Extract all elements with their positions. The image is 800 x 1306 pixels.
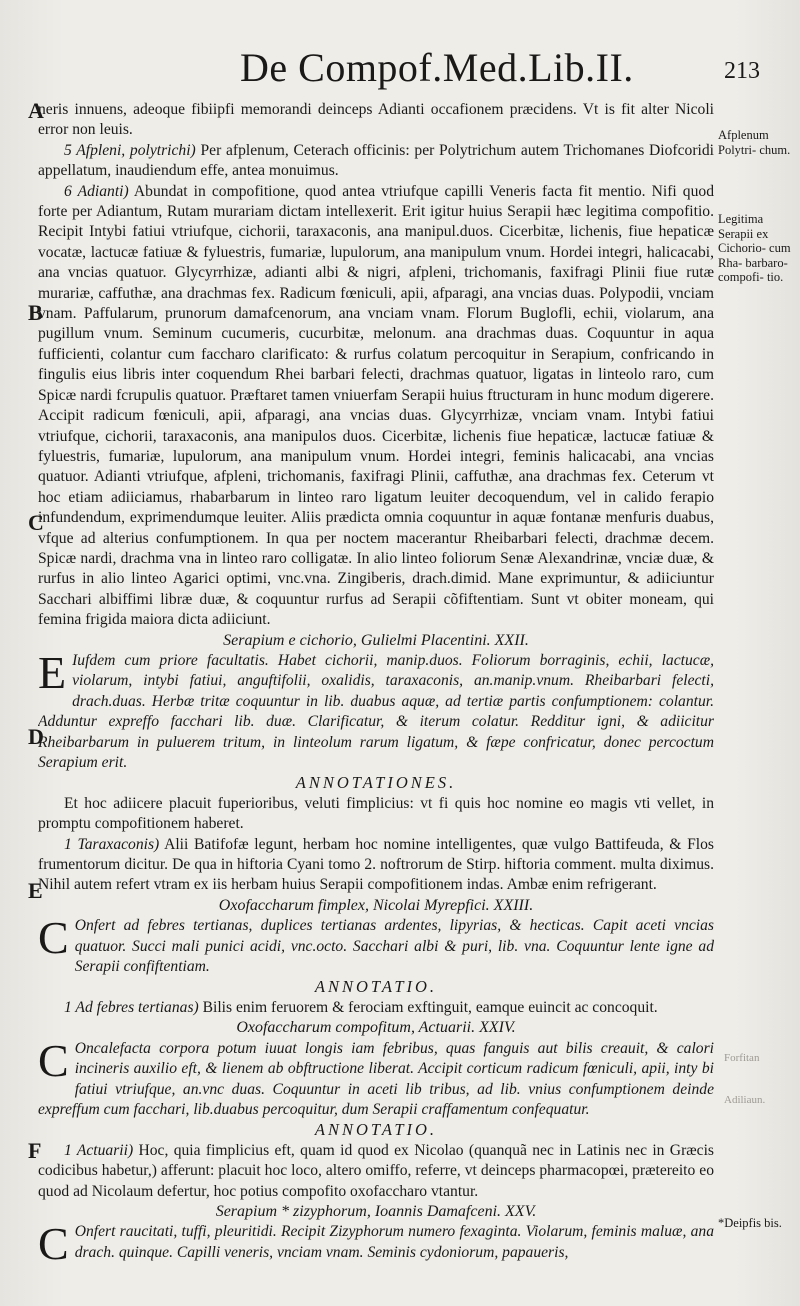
note-label: 6 Adianti) bbox=[64, 182, 129, 200]
drop-initial: E bbox=[38, 646, 67, 698]
note-actuarii bbox=[38, 1141, 714, 1202]
side-note-asplenum: Afplenum Polytri- chum. bbox=[718, 128, 791, 157]
margin-letter-f: F bbox=[28, 1138, 42, 1163]
note-label: 1 Ad febres tertianas) bbox=[64, 998, 199, 1016]
section-title-xxv: Serapium * zizyphorum, Ioannis Damafceni. XXV. bbox=[215, 1202, 537, 1220]
section-title-xxiii: Oxofaccharum fimplex, Nicolai Myrepfici. XXIII. bbox=[218, 896, 534, 914]
faded-note-forsitan: Forfitan bbox=[724, 1052, 760, 1064]
note-asplenum bbox=[38, 141, 714, 182]
recipe-text: Iufdem cum priore facultatis. Habet cichorii, manip.duos. Foliorum borraginis, echii, lactucæ, violarum, intybi fatiui, anguftifolii, oxalidis, taraxaconis, an.manip.vnum. Rheibarbari felecti, drach.duas. Herbæ tritæ coquuntur in lib. duabus aquæ, ad tertiæ partis confumptionem: colantur. Adduntur expreffo facchari lib. duæ. Clarificatur, & iterum colatur. Redditur igni, & adiicitur Rheibarbarum in puluerem tritum, in linteolum rarum ligatum, & fæpe confricatur, donec percoctum Serapium erit. bbox=[38, 651, 714, 771]
annotationes-text: Et hoc adiicere placuit fuperioribus, veluti fimplicius: vt fi quis hoc nomine eo magis vti vellet, in promptu compofitionem haberet. bbox=[38, 794, 714, 833]
note-text: Abundat in compofitione, quod antea vtriufque capilli Veneris facta fit mentio. Nifi quod forte per Adiantum, Rutam murariam dictam intellexerit. Erit igitur huius Serapii hæc legitima compofitio. Recipit Intybi fatiui vtriufque, cichorii, taraxaconis, ana manipul.duos. Cicerbitæ, lichenis, fiue hepaticæ vocatæ, lactucæ fatiuæ & fyluestris, fumariæ, lupulorum, ana manipulum vnum. Hordei integri, halicacabi, ana vncias quatuor. Glycyrrhizæ, adianti albi & nigri, afpleni, trichomanis, faxifragi Plinii fiue rutæ murariæ, caffuthæ, ana drachmas fex. Radicum fœniculi, apii, afparagi, ana vncias duas. Polypodii, vnciam vnam. Paffularum, prunorum damafcenorum, ana vnciam vnam. Florum Buglofli, echii, violarum, ana pugillum vnum. Seminum cucumeris, cucurbitæ, melonum. ana drachmas duas. Coquuntur in aqua fufficienti, colantur cum faccharo clarificato: & rurfus colatum percoquitur in Serapium, confricando in fingulis eius libris inter coquendum Rhei barbari felecti, drachmas quatuor, ligatas in linteolo raro, cum Spicæ nardi fcrupulis quatuor. Præftaret tamen vniuerfam Serapii huius ftructuram in hunc modum digerere. Accipit radicum fœniculi, apii, afparagi, ana vncias duas. Glycyrrhizæ, vnciam vnam. Intybi fatiui vtriufque, cichorii, taraxaconis, ana manipulos duos. Cicerbitæ, lichenis fiue hepaticæ, lactucæ fatiuæ & fyluestris, fumariæ, lupulorum, ana manipulum vnum. Hordei integri, feminis halicacabi, ana vncias quatuor. Adianti vtriufque, afpleni, trichomanis, faxifragi Plinii, caffuthæ, ana drachmas fex. Ceterum vt hoc etiam adiiciamus, rhabarbarum in linteo raro ligatum leuiter decoquendum, vel in calido ferapio infundendum, exprimendumque leuiter. Aliis prædicta omnia coquuntur in aquæ fontanæ menfuris duabus, vfque ad alterius confumptionem. In qua per noctem macerantur Rheibarbari felecti, drachmæ decem. Spicæ nardi, drachma vna in linteo raro colligatæ. In alio linteo foliorum Senæ Alexandrinæ, vnciæ duæ, & rurfus in alio linteo Agarici optimi, vnc.vna. Zingiberis, drach.dimid. Mane exprimuntur, & adiiciuntur Sacchari albiffimi libræ duæ, & coquuntur rurfus ad Serapii cõfiftentiam. Sunt vt obiter moneam, qui femina frigida maiora dicta adiiciunt. bbox=[38, 182, 714, 629]
note-taraxaconis bbox=[38, 835, 714, 896]
bleed-through-text bbox=[300, 8, 680, 38]
note-febres bbox=[38, 998, 714, 1018]
side-note-deipsis: *Deipfis bis. bbox=[718, 1216, 782, 1230]
page-header bbox=[240, 44, 760, 94]
margin-letter-b: B bbox=[28, 300, 43, 325]
recipe-xxiv bbox=[38, 1034, 714, 1121]
margin-letter-a: A bbox=[28, 98, 44, 123]
annotatio-heading-2: ANNOTATIO. bbox=[314, 1120, 438, 1140]
section-title-xxii: Serapium e cichorio, Gulielmi Placentini. XXII. bbox=[223, 631, 529, 649]
section-title-xxiv: Oxofaccharum compofitum, Actuarii. XXIV. bbox=[236, 1019, 516, 1037]
annotatio-heading: ANNOTATIO. bbox=[314, 977, 438, 997]
drop-initial: C bbox=[38, 912, 69, 964]
recipe-text: Onfert ad febres tertianas, duplices tertianas ardentes, lipyrias, & hecticas. Capit aceti vncias quatuor. Succi mali punici acidi, vnc.octo. Sacchari albi & puri, lib. vna. Coquuntur lente igne ad Serapii confiftentiam. bbox=[74, 917, 714, 976]
annotationes-heading: ANNOTATIONES. bbox=[295, 773, 457, 793]
note-text: Per afplenum, Ceterach officinis: per Polytrichum autem Trichomanes Diofcoridi appellatum, inaudiendum effe, antea monuimus. bbox=[38, 141, 714, 180]
page-body bbox=[38, 100, 714, 1300]
recipe-xxv bbox=[38, 1218, 714, 1270]
paragraph-1: neris innuens, adeoque fibiipfi memorandi deinceps Adianti occafionem præcidens. Vt is fit alter Nicoli error non leuis. bbox=[38, 101, 714, 139]
side-note-legitima: Legitima Serapii ex Cichorio- cum Rha- barbaro- compofi- tio. bbox=[718, 212, 791, 284]
recipe-xxiii bbox=[38, 912, 714, 977]
note-text: Bilis enim feruorem & ferociam exftinguit, eamque euincit ac concoquit. bbox=[198, 998, 658, 1016]
note-text: Alii Batifofæ legunt, herbam hoc nomine intelligentes, quæ vulgo Battifeuda, & Flos frumentorum dicitur. De qua in hiftoria Cyani tomo 2. noftrorum de Stirp. hiftoria comment. multa diximus. Nihil autem refert vtram ex iis herbam huius Serapii compofitionem indas. Ambæ enim refrigerant. bbox=[38, 835, 714, 894]
running-title: De Compof.Med.Lib.II. bbox=[240, 45, 634, 90]
margin-letter-d: D bbox=[28, 724, 44, 749]
note-label: 1 Actuarii) bbox=[64, 1141, 134, 1159]
margin-letter-c: C bbox=[28, 510, 44, 535]
page-number: 213 bbox=[724, 58, 760, 84]
drop-initial: C bbox=[38, 1034, 69, 1086]
margin-letter-e: E bbox=[28, 878, 43, 903]
note-label: 5 Afpleni, polytrichi) bbox=[64, 141, 196, 159]
note-text: Hoc, quia fimplicius eft, quam id quod ex Nicolao (quanquã nec in Latinis nec in Græcis codicibus habetur,) afferunt: placuit hoc loco, altero omiffo, referre, vt deinceps pharmacopœi, prætereito eo quod ad Nicolaum defertur, hoc potius compofito oxofaccharo vtantur. bbox=[38, 1141, 714, 1200]
recipe-text: Onfert raucitati, tuffi, pleuritidi. Recipit Zizyphorum numero fexaginta. Violarum, feminis maluæ, ana drach. quinque. Capilli veneris, vnciam vnam. Seminis cydoniorum, papaueris, bbox=[74, 1223, 714, 1261]
note-label: 1 Taraxaconis) bbox=[64, 835, 160, 853]
drop-initial: C bbox=[38, 1218, 69, 1270]
recipe-text: Oncalefacta corpora potum iuuat longis iam febribus, quas fanguis aut bilis creauit, & calori incineris auxilio eft, & lienem ab obftructione liberat. Accipit corticum radicum fœniculi, apii, inty bi fatiui vtriufque, an.vnc duas. Coquuntur in aceti lib tribus, ad lib. vnius confumptionem deinde expreffum cum facchari, lib.duabus percoquitur, dum Serapii craffamentum confequatur. bbox=[38, 1039, 714, 1118]
note-adianti bbox=[38, 182, 714, 631]
recipe-xxii bbox=[38, 646, 714, 773]
faded-note-adiliaun: Adiliaun. bbox=[724, 1094, 766, 1106]
